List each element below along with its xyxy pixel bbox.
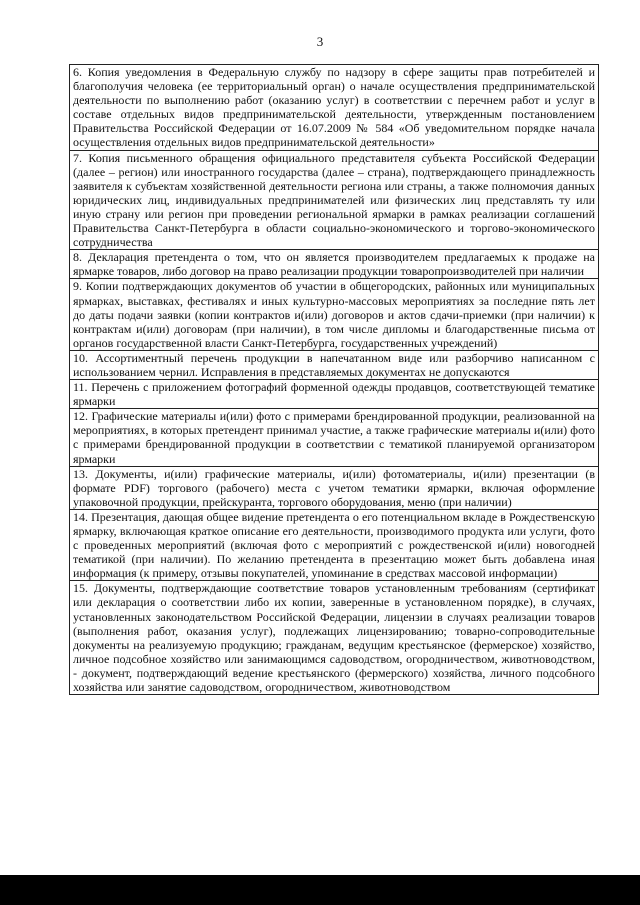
table-row xyxy=(70,409,599,466)
table-cell-item-8: 8. Декларация претендента о том, что он является производителем предлагаемых к продаже на ярмарке товаров, либо договор на право реализации продукции товаропроизводителей при наличии xyxy=(70,250,599,279)
table-row xyxy=(70,350,599,379)
table-row xyxy=(70,581,599,695)
table-cell-item-13: 13. Документы, и(или) графические материалы, и(или) фотоматериалы, и(или) презентации (в формате PDF) торгового (рабочего) места с учетом тематики ярмарки, включая оформление упаковочной продукции, прейскуранта, торгового оборудования, меню (при наличии) xyxy=(70,466,599,509)
table-cell-item-6: 6. Копия уведомления в Федеральную службу по надзору в сфере защиты прав потребителей и благополучия человека (ее территориальный орган) о начале осуществления предпринимательской деятельности по выполнению работ (оказанию услуг) в соответствии с перечнем работ и услуг в составе отдельных видов предпринимательской деятельности, утвержденным постановлением Правительства Российской Федерации от 16.07.2009 № 584 «Об уведомительном порядке начала осуществления отдельных видов предпринимательской деятельности» xyxy=(70,65,599,151)
table-row xyxy=(70,65,599,151)
table-cell-item-15: 15. Документы, подтверждающие соответствие товаров установленным требованиям (сертификат или декларация о соответствии либо их копии, заверенные в установленном порядке), в случаях, установленных законодательством Российской Федерации, лицензии в случаях реализации товаров (выполнения работ, оказания услуг), подлежащих лицензированию; товарно-сопроводительные документы на реализуемую продукцию; гражданам, ведущим крестьянское (фермерское) хозяйство, личное подсобное хозяйство или занимающимся садоводством, огородничеством, животноводством, - документ, подтверждающий ведение крестьянского (фермерского) хозяйства, личного подсобного хозяйства или занятие садоводством, огородничеством, животноводством xyxy=(70,581,599,695)
page-number: 3 xyxy=(316,34,324,49)
table-cell-item-12: 12. Графические материалы и(или) фото с примерами брендированной продукции, реализованной на мероприятиях, в которых претендент принимал участие, а также графические материалы и(или) фото с примерами брендированной продукции в соответствии с тематикой планируемой организатором ярмарки xyxy=(70,409,599,466)
table-row xyxy=(70,150,599,250)
requirements-table xyxy=(69,64,599,695)
table-row xyxy=(70,509,599,580)
table-row xyxy=(70,466,599,509)
table-row xyxy=(70,279,599,350)
table-cell-item-14: 14. Презентация, дающая общее видение претендента о его потенциальном вкладе в Рождественскую ярмарку, включающая краткое описание его деятельности, производимого продукта или услуги, фото с проведенных мероприятий (включая фото с мероприятий с рождественской и(или) новогодней тематикой (при наличии). По желанию претендента в презентацию может быть добавлена иная информация (к примеру, отзывы покупателей, упоминание в средствах массовой информации) xyxy=(70,509,599,580)
table-cell-item-7: 7. Копия письменного обращения официального представителя субъекта Российской Федерации (далее – регион) или иностранного государства (далее – страна), подтверждающего принадлежность заявителя к субъектам хозяйственной деятельности региона или страны, а также полномочия данных юридических лиц, индивидуальных предпринимателей или физических лиц представлять ту или иную страну или регион при проведении региональной ярмарки в рамках реализации соглашений Правительства Санкт-Петербурга в области социально-экономического и торгово-экономического сотрудничества xyxy=(70,150,599,250)
table-cell-item-10: 10. Ассортиментный перечень продукции в напечатанном виде или разборчиво написанном с использованием чернил. Исправления в представляемых документах не допускаются xyxy=(70,350,599,379)
table-row xyxy=(70,250,599,279)
table-cell-item-11: 11. Перечень с приложением фотографий форменной одежды продавцов, соответствующей тематике ярмарки xyxy=(70,380,599,409)
scan-bottom-edge xyxy=(0,875,640,905)
table-row xyxy=(70,380,599,409)
table-cell-item-9: 9. Копии подтверждающих документов об участии в общегородских, районных или муниципальных ярмарках, выставках, фестивалях и иных культурно-массовых мероприятиях за последние пять лет до даты подачи заявки (копии контрактов и(или) договоров и актов сдачи-приемки (при наличии) к контрактам и(или) договорам (при наличии), в том числе дипломы и благодарственные письма от органов государственной власти Санкт-Петербурга, государственных учреждений) xyxy=(70,279,599,350)
